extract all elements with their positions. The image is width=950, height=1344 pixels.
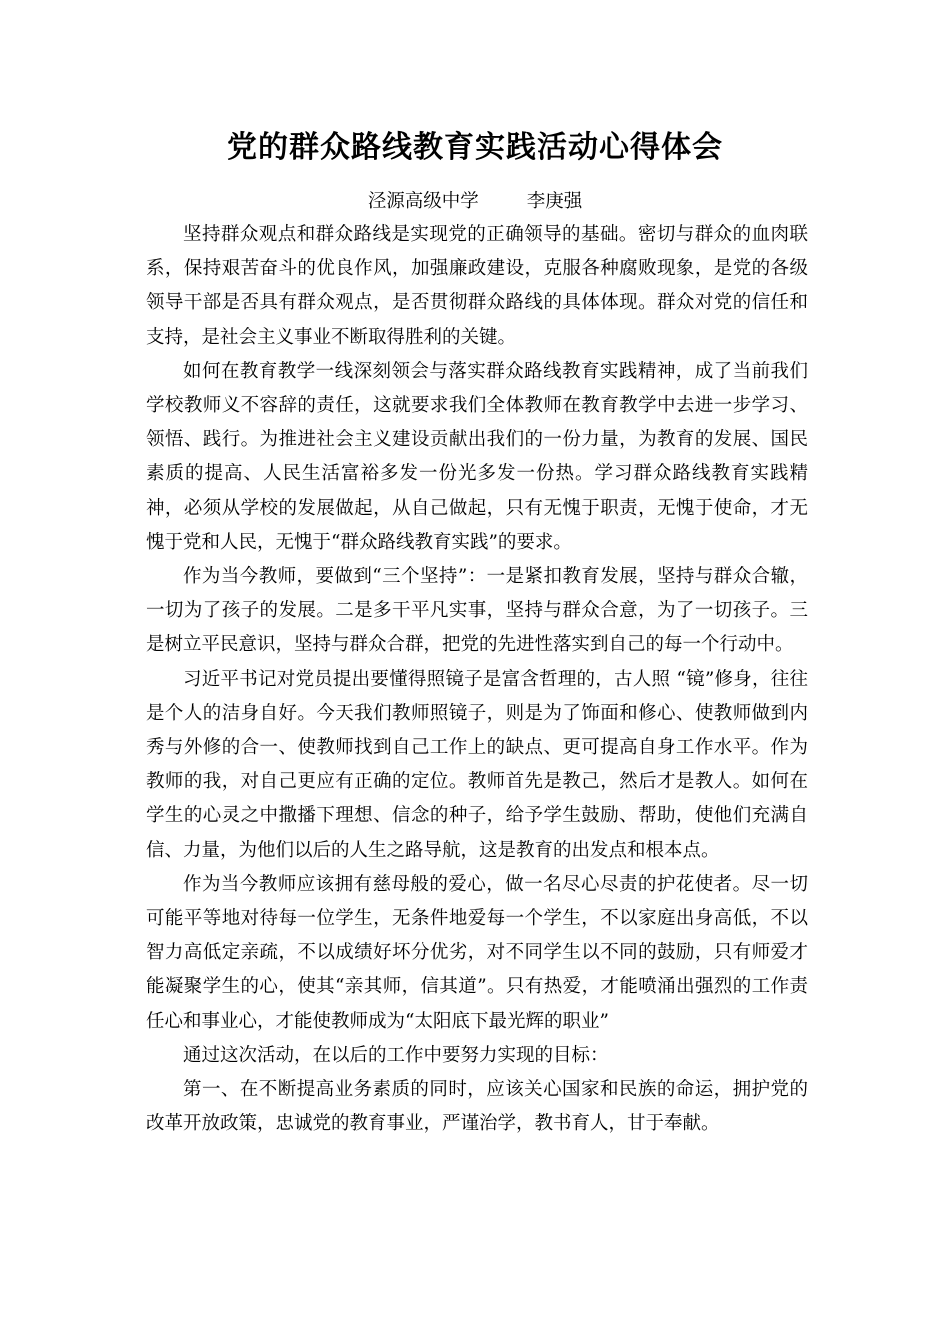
paragraph: 作为当今教师应该拥有慈母般的爱心，做一名尽心尽责的护花使者。尽一切可能平等地对待每一位学生，无条件地爱每一个学生，不以家庭出身高低，不以智力高低定亲疏，不以成绩好坏分优劣，对不同学生以不同的鼓励，只有师爱才能凝聚学生的心，使其“亲其师，信其道”。只有热爱，才能喷涌出强烈的工作责任心和事业心，才能使教师成为“太阳底下最光辉的职业”	[146, 873, 808, 1032]
byline	[0, 185, 950, 219]
paragraph: 第一、在不断提高业务素质的同时，应该关心国家和民族的命运，拥护党的改革开放政策，忠诚党的教育事业，严谨治学，教书育人，甘于奉献。	[146, 1079, 808, 1135]
author-name: 李庚强	[526, 191, 583, 212]
document-body	[146, 218, 808, 1141]
paragraph: 通过这次活动，在以后的工作中要努力实现的目标：	[183, 1044, 609, 1066]
paragraph: 习近平书记对党员提出要懂得照镜子是富含哲理的，古人照 “镜”修身，往往是个人的洁身自好。今天我们教师照镜子，则是为了饰面和修心、使教师做到内秀与外修的合一、使教师找到自己工作上的缺点、更可提高自身工作水平。作为教师的我，对自己更应有正确的定位。教师首先是教己，然后才是教人。如何在学生的心灵之中撒播下理想、信念的种子，给予学生鼓励、帮助，使他们充满自信、力量，为他们以后的人生之路导航，这是教育的出发点和根本点。	[146, 668, 808, 861]
school-name: 泾源高级中学	[367, 191, 479, 212]
paragraph: 作为当今教师，要做到“三个坚持”：一是紧扣教育发展，坚持与群众合辙，一切为了孩子的发展。二是多干平凡实事，坚持与群众合意，为了一切孩子。三是树立平民意识，坚持与群众合群，把党的先进性落实到自己的每一个行动中。	[146, 566, 808, 656]
paragraph: 如何在教育教学一线深刻领会与落实群众路线教育实践精神，成了当前我们学校教师义不容辞的责任，这就要求我们全体教师在教育教学中去进一步学习、领悟、践行。为推进社会主义建设贡献出我们的一份力量，为教育的发展、国民素质的提高、人民生活富裕多发一份光多发一份热。学习群众路线教育实践精神，必须从学校的发展做起，从自己做起，只有无愧于职责，无愧于使命，才无愧于党和人民，无愧于“群众路线教育实践”的要求。	[146, 360, 808, 553]
document-title: 党的群众路线教育实践活动心得体会	[227, 130, 723, 165]
paragraph: 坚持群众观点和群众路线是实现党的正确领导的基础。密切与群众的血肉联系，保持艰苦奋斗的优良作风，加强廉政建设，克服各种腐败现象，是党的各级领导干部是否具有群众观点，是否贯彻群众路线的具体体现。群众对党的信任和支持，是社会主义事业不断取得胜利的关键。	[146, 224, 808, 348]
